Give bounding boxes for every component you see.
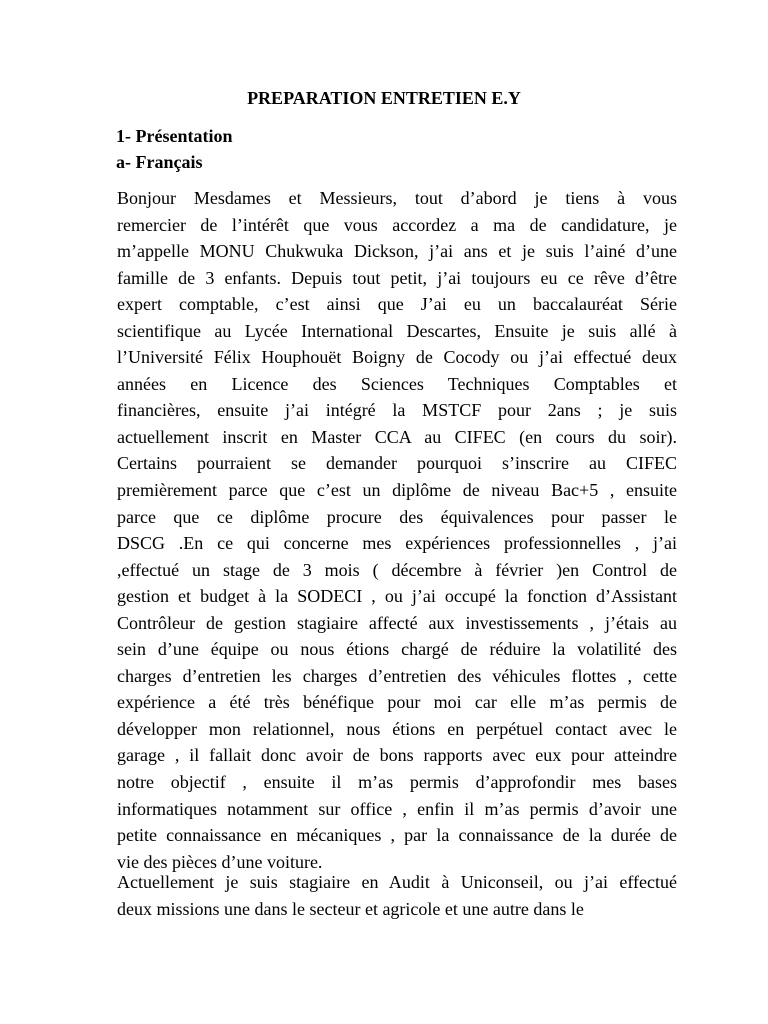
paragraph-line: ,effectué un stage de 3 mois ( décembre à février )en Control de — [117, 559, 677, 580]
paragraph-line: vie des pièces d’une voiture. — [117, 851, 323, 872]
paragraph-line: famille de 3 enfants. Depuis tout petit, j’ai toujours eu ce rêve d’être — [117, 267, 677, 288]
paragraph-line: premièrement parce que c’est un diplôme de niveau Bac+5 , ensuite — [117, 480, 677, 501]
paragraph-line: Actuellement je suis stagiaire en Audit à Uniconseil, ou j’ai effectué — [117, 872, 677, 892]
paragraph-line: scientifique au Lycée International Descartes, Ensuite je suis allé à — [117, 320, 677, 341]
paragraph-line: l’Université Félix Houphouët Boigny de Cocody ou j’ai effectué deux — [117, 347, 677, 368]
document-title: PREPARATION ENTRETIEN E.Y — [247, 88, 521, 108]
paragraph-current-internship — [117, 869, 677, 922]
paragraph-line: notre objectif , ensuite il m’as permis d’approfondir mes bases — [117, 772, 677, 793]
paragraph-line: DSCG .En ce qui concerne mes expériences professionnelles , j’ai — [117, 533, 677, 554]
paragraph-line: garage , il fallait donc avoir de bons rapports avec eux pour atteindre — [117, 745, 677, 766]
paragraph-line: gestion et budget à la SODECI , ou j’ai occupé la fonction d’Assistant — [117, 586, 677, 607]
paragraph-line: expérience a été très bénéfique pour moi car elle m’as permis de — [117, 692, 677, 713]
paragraph-line: informatiques notamment sur office , enfin il m’as permis d’avoir une — [117, 798, 677, 819]
paragraph-line: Certains pourraient se demander pourquoi s’inscrire au CIFEC — [117, 453, 677, 474]
paragraph-line: charges d’entretien les charges d’entretien des véhicules flottes , cette — [117, 665, 677, 686]
paragraph-line: développer mon relationnel, nous étions en perpétuel contact avec le — [117, 718, 677, 739]
paragraph-line: Contrôleur de gestion stagiaire affecté aux investissements , j’étais au — [117, 612, 677, 633]
paragraph-line: petite connaissance en mécaniques , par la connaissance de la durée de — [117, 825, 677, 846]
paragraph-line: sein d’une équipe ou nous étions chargé de réduire la volatilité des — [117, 639, 677, 660]
subsection-heading: a- Français — [116, 152, 203, 172]
paragraph-line: deux missions une dans le secteur et agricole et une autre dans le — [117, 898, 584, 919]
paragraph-line: m’appelle MONU Chukwuka Dickson, j’ai ans et je suis l’ainé d’une — [117, 241, 677, 262]
paragraph-line: remercier de l’intérêt que vous accordez a ma de candidature, je — [117, 214, 677, 235]
section-heading: 1- Présentation — [116, 126, 233, 146]
paragraph-line: actuellement inscrit en Master CCA au CIFEC (en cours du soir). — [117, 426, 677, 447]
paragraph-line: Bonjour Mesdames et Messieurs, tout d’abord je tiens à vous — [117, 188, 677, 208]
paragraph-line: parce que ce diplôme procure des équivalences pour passer le — [117, 506, 677, 527]
paragraph-presentation — [117, 185, 677, 875]
paragraph-line: financières, ensuite j’ai intégré la MSTCF pour 2ans ; je suis — [117, 400, 677, 421]
paragraph-line: années en Licence des Sciences Techniques Comptables et — [117, 373, 677, 394]
paragraph-line: expert comptable, c’est ainsi que J’ai eu un baccalauréat Série — [117, 294, 677, 315]
